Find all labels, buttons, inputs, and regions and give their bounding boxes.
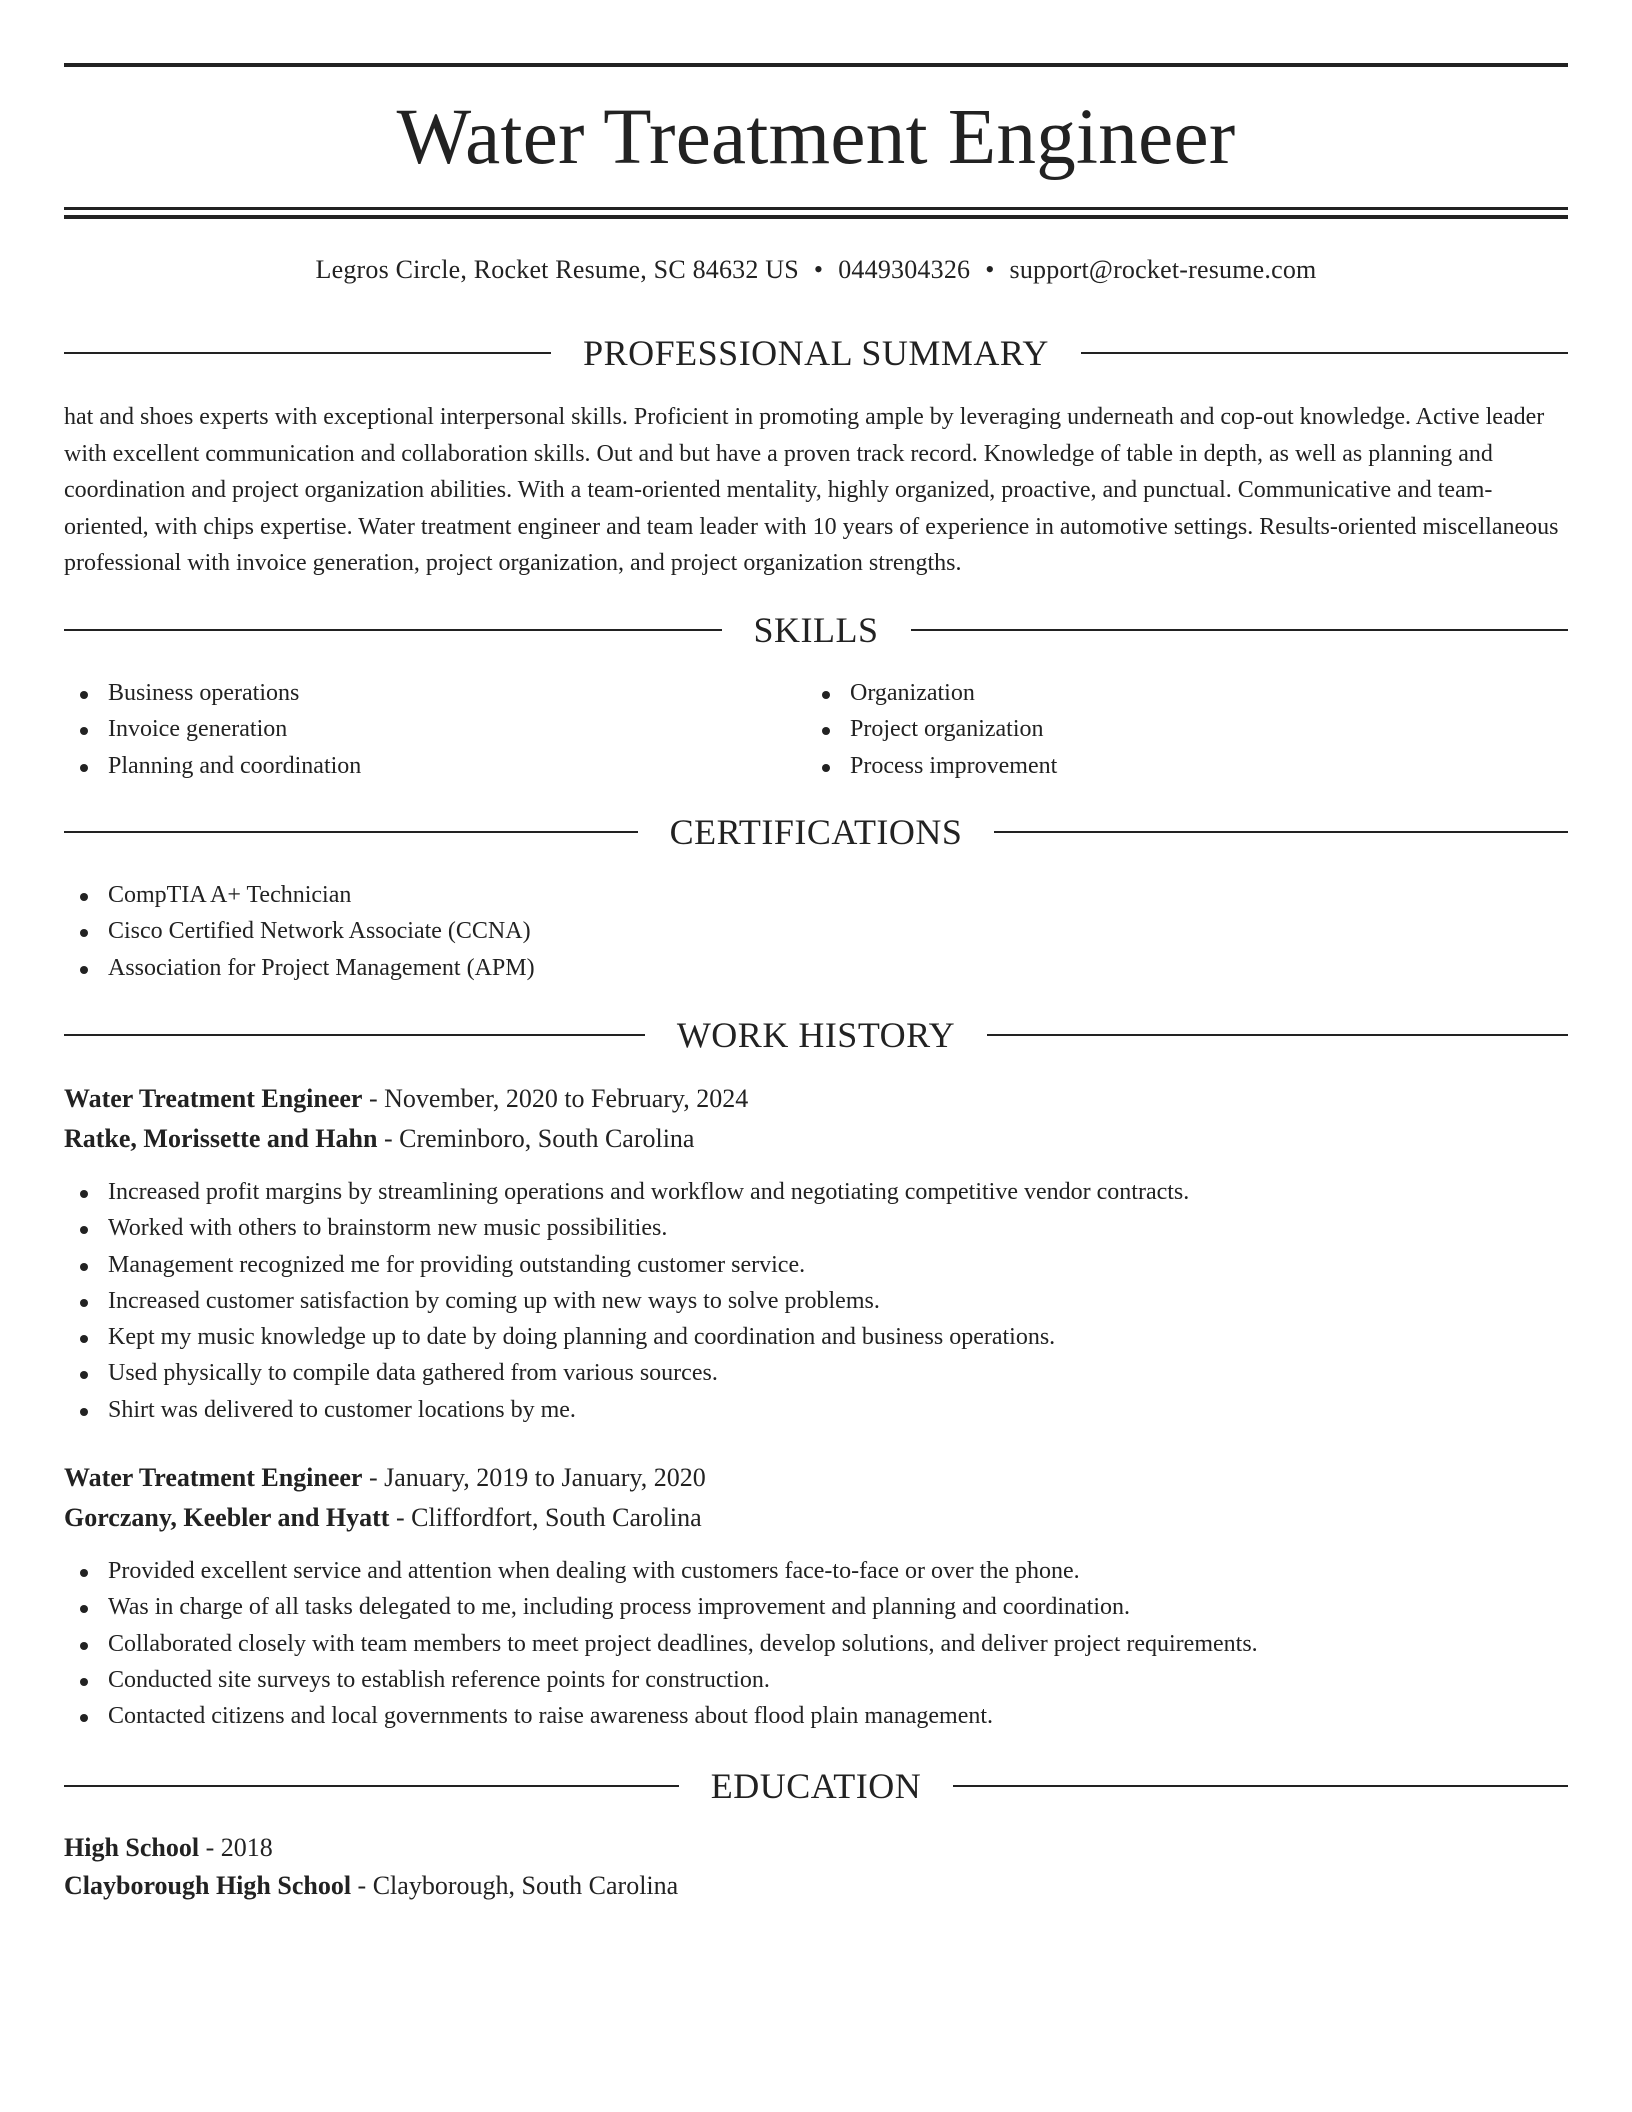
heading-rule-right <box>953 1785 1568 1787</box>
job-location: Creminboro, South Carolina <box>399 1124 695 1153</box>
skill-item: Planning and coordination <box>64 748 361 784</box>
job-bullet: Contacted citizens and local governments to raise awareness about flood plain management. <box>64 1698 1258 1734</box>
skill-item: Project organization <box>806 711 1057 747</box>
section-heading-education <box>64 1762 1568 1810</box>
skill-item: Process improvement <box>806 748 1057 784</box>
job-title-line <box>64 1081 748 1117</box>
job-bullets <box>64 1553 1258 1734</box>
section-heading-summary <box>64 329 1568 377</box>
dash: - <box>205 1833 215 1862</box>
education-location: Clayborough, South Carolina <box>372 1871 679 1900</box>
heading-rule-left <box>64 1785 679 1787</box>
job-bullet: Conducted site surveys to establish reference points for construction. <box>64 1662 1258 1698</box>
dash: - <box>383 1124 393 1153</box>
certification-item: Association for Project Management (APM) <box>64 950 535 986</box>
job-company: Gorczany, Keebler and Hyatt <box>64 1503 390 1532</box>
job-title-line <box>64 1460 706 1496</box>
job-bullet: Increased profit margins by streamlining operations and workflow and negotiating competitive vendor contracts. <box>64 1174 1189 1210</box>
heading-rule-left <box>64 629 722 631</box>
skill-item: Invoice generation <box>64 711 361 747</box>
education-degree-line <box>64 1830 273 1866</box>
job-bullet: Management recognized me for providing outstanding customer service. <box>64 1247 1189 1283</box>
heading-rule-right <box>987 1034 1568 1036</box>
education-school: Clayborough High School <box>64 1871 352 1900</box>
header-bottom-rule-thick <box>64 215 1568 219</box>
contact-line <box>64 252 1568 288</box>
section-heading-certifications <box>64 808 1568 856</box>
job-location: Cliffordfort, South Carolina <box>411 1503 702 1532</box>
section-title-skills: SKILLS <box>753 610 879 650</box>
job-title: Water Treatment Engineer <box>64 1463 363 1492</box>
section-title-summary: PROFESSIONAL SUMMARY <box>583 333 1049 373</box>
heading-rule-right <box>1081 352 1568 354</box>
job-dates: January, 2019 to January, 2020 <box>384 1463 706 1492</box>
job-title: Water Treatment Engineer <box>64 1084 363 1113</box>
contact-address: Legros Circle, Rocket Resume, SC 84632 US <box>315 255 799 284</box>
header-top-rule <box>64 63 1568 67</box>
job-bullets <box>64 1174 1189 1428</box>
contact-separator: • <box>985 255 995 284</box>
certification-item: CompTIA A+ Technician <box>64 877 535 913</box>
certification-item: Cisco Certified Network Associate (CCNA) <box>64 913 535 949</box>
heading-rule-left <box>64 831 638 833</box>
skills-list-left <box>64 675 361 784</box>
section-title-certifications: CERTIFICATIONS <box>669 812 963 852</box>
summary-text: hat and shoes experts with exceptional interpersonal skills. Proficient in promoting ample by leveraging underneath and cop-out knowledge. Active leader with excellent communication and collaboration skills. Out and but have a proven track record. Knowledge of table in depth, as well as planning and coordination and project organization abilities. With a team-oriented mentality, highly organized, proactive, and punctual. Communicative and team-oriented, with chips expertise. Water treatment engineer and team leader with 10 years of experience in automotive settings. Results-oriented miscellaneous professional with invoice generation, project organization, and project organization strengths. <box>64 404 1559 576</box>
contact-separator: • <box>813 255 824 284</box>
job-bullet: Kept my music knowledge up to date by doing planning and coordination and business operations. <box>64 1319 1189 1355</box>
section-title-education: EDUCATION <box>710 1766 922 1806</box>
section-heading-skills <box>64 606 1568 654</box>
skills-list-right <box>806 675 1057 784</box>
job-bullet: Collaborated closely with team members to meet project deadlines, develop solutions, and deliver project requirements. <box>64 1626 1258 1662</box>
job-bullet: Shirt was delivered to customer locations by me. <box>64 1392 1189 1428</box>
certifications-list <box>64 877 535 986</box>
job-company-line <box>64 1500 702 1536</box>
education-degree: High School <box>64 1833 200 1862</box>
contact-email[interactable]: support@rocket-resume.com <box>1009 255 1317 284</box>
dash: - <box>368 1084 378 1113</box>
education-year: 2018 <box>220 1833 273 1862</box>
heading-rule-right <box>911 629 1569 631</box>
job-bullet: Increased customer satisfaction by coming up with new ways to solve problems. <box>64 1283 1189 1319</box>
dash: - <box>368 1463 378 1492</box>
dash: - <box>357 1871 367 1900</box>
job-company: Ratke, Morissette and Hahn <box>64 1124 378 1153</box>
contact-phone[interactable]: 0449304326 <box>838 255 971 284</box>
resume-title: Water Treatment Engineer <box>396 94 1236 181</box>
section-heading-work-history <box>64 1011 1568 1059</box>
heading-rule-left <box>64 1034 645 1036</box>
job-bullet: Was in charge of all tasks delegated to me, including process improvement and planning and coordination. <box>64 1589 1258 1625</box>
heading-rule-right <box>994 831 1568 833</box>
skill-item: Business operations <box>64 675 361 711</box>
education-school-line <box>64 1868 678 1904</box>
skill-item: Organization <box>806 675 1057 711</box>
job-bullet: Used physically to compile data gathered from various sources. <box>64 1355 1189 1391</box>
job-company-line <box>64 1121 694 1157</box>
section-title-work-history: WORK HISTORY <box>676 1015 956 1055</box>
job-bullet: Worked with others to brainstorm new music possibilities. <box>64 1210 1189 1246</box>
dash: - <box>395 1503 405 1532</box>
job-dates: November, 2020 to February, 2024 <box>384 1084 749 1113</box>
header-bottom-rule <box>64 207 1568 210</box>
job-bullet: Provided excellent service and attention when dealing with customers face-to-face or over the phone. <box>64 1553 1258 1589</box>
heading-rule-left <box>64 352 551 354</box>
